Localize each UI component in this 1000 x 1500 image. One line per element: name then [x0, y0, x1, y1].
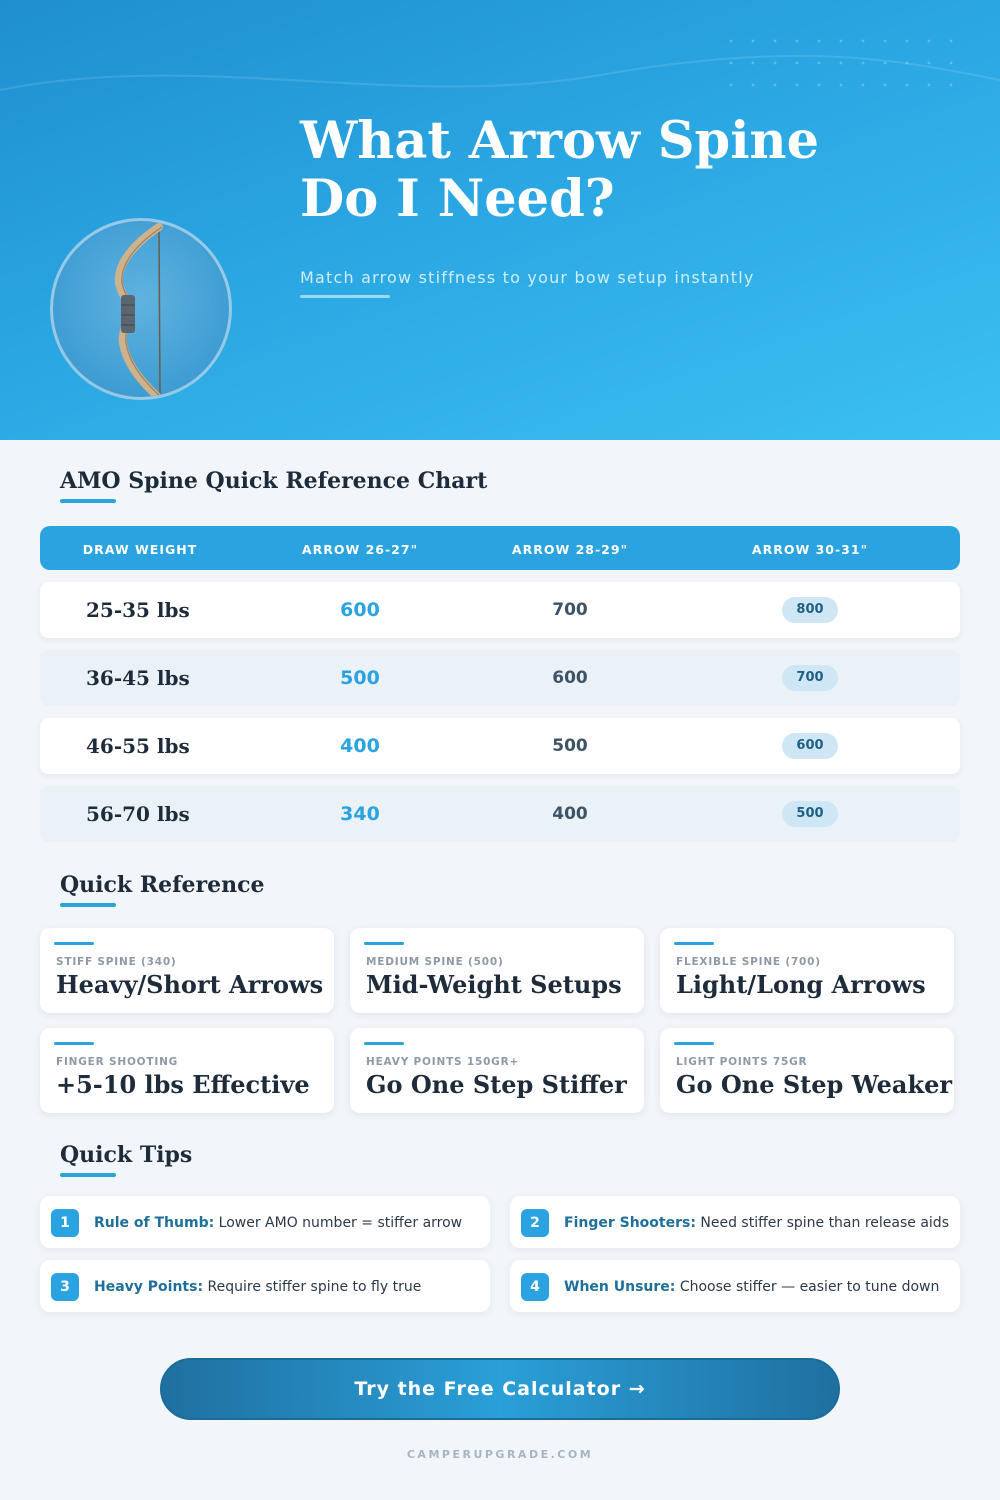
- tip-body: Need stiffer spine than release aids: [700, 1215, 949, 1231]
- spine-28-29-cell: 500: [552, 736, 588, 756]
- column-header-arrow-28-29: ARROW 28-29": [511, 542, 629, 557]
- card-value: Mid-Weight Setups: [366, 970, 622, 999]
- tip-heading: Rule of Thumb:: [94, 1215, 215, 1231]
- spine-28-29-cell: 400: [552, 804, 588, 824]
- reference-card: [660, 1028, 954, 1113]
- tip-body: Choose stiffer — easier to tune down: [679, 1279, 940, 1295]
- tip-body: Require stiffer spine to fly true: [207, 1279, 422, 1295]
- page-title-line1: What Arrow Spine: [300, 111, 820, 171]
- tip-text: [564, 1260, 939, 1314]
- card-label: FINGER SHOOTING: [56, 1056, 179, 1068]
- tip-body: Lower AMO number = stiffer arrow: [218, 1215, 463, 1231]
- tip-item: [40, 1260, 490, 1312]
- draw-weight-cell: 56-70 lbs: [86, 802, 190, 826]
- page-subtitle: Match arrow stiffness to your bow setup instantly: [300, 268, 755, 287]
- free-calculator-button[interactable]: Try the Free Calculator →: [160, 1358, 840, 1420]
- page-title: [300, 112, 920, 228]
- subtitle-underline: [300, 295, 390, 298]
- card-label: LIGHT POINTS 75GR: [676, 1056, 808, 1068]
- reference-card: [350, 928, 644, 1013]
- table-row: [40, 718, 960, 774]
- card-value: Go One Step Weaker: [676, 1070, 953, 1099]
- spine-30-31-badge: 500: [782, 801, 838, 827]
- spine-30-31-badge: 600: [782, 733, 838, 759]
- spine-26-27-cell: 500: [340, 667, 380, 689]
- card-label: HEAVY POINTS 150GR+: [366, 1056, 520, 1068]
- tip-heading: Finger Shooters:: [564, 1215, 696, 1231]
- tip-item: [510, 1260, 960, 1312]
- draw-weight-cell: 36-45 lbs: [86, 666, 190, 690]
- tip-text: [94, 1196, 462, 1250]
- spine-26-27-cell: 400: [340, 735, 380, 757]
- tip-item: [510, 1196, 960, 1248]
- tip-heading: Heavy Points:: [94, 1279, 204, 1295]
- card-label: FLEXIBLE SPINE (700): [676, 956, 821, 968]
- tip-number-badge: 2: [521, 1209, 549, 1237]
- card-accent-bar: [674, 1042, 714, 1045]
- tip-heading: When Unsure:: [564, 1279, 676, 1295]
- column-header-arrow-26-27: ARROW 26-27": [301, 542, 419, 557]
- spine-26-27-cell: 600: [340, 599, 380, 621]
- table-row: [40, 582, 960, 638]
- card-accent-bar: [364, 942, 404, 945]
- card-value: +5-10 lbs Effective: [56, 1070, 310, 1099]
- quick-reference-underline: [60, 903, 116, 907]
- table-row: [40, 786, 960, 842]
- chart-section-title: AMO Spine Quick Reference Chart: [60, 468, 488, 494]
- reference-card: [40, 928, 334, 1013]
- reference-card: [40, 1028, 334, 1113]
- hero-banner: [0, 0, 1000, 440]
- draw-weight-cell: 46-55 lbs: [86, 734, 190, 758]
- quick-tips-underline: [60, 1173, 116, 1177]
- quick-tips-title: Quick Tips: [60, 1142, 193, 1168]
- tip-number-badge: 1: [51, 1209, 79, 1237]
- card-value: Heavy/Short Arrows: [56, 970, 324, 999]
- card-accent-bar: [54, 1042, 94, 1045]
- page-title-line2: Do I Need?: [300, 169, 615, 229]
- card-value: Go One Step Stiffer: [366, 1070, 627, 1099]
- chart-section-underline: [60, 499, 116, 503]
- draw-weight-cell: 25-35 lbs: [86, 598, 190, 622]
- card-label: STIFF SPINE (340): [56, 956, 177, 968]
- tip-number-badge: 4: [521, 1273, 549, 1301]
- hero-dot-pattern: [720, 30, 960, 90]
- table-row: [40, 650, 960, 706]
- spine-28-29-cell: 600: [552, 668, 588, 688]
- reference-card: [350, 1028, 644, 1113]
- spine-28-29-cell: 700: [552, 600, 588, 620]
- spine-26-27-cell: 340: [340, 803, 380, 825]
- card-accent-bar: [364, 1042, 404, 1045]
- card-label: MEDIUM SPINE (500): [366, 956, 504, 968]
- recurve-bow-icon: [53, 221, 229, 397]
- bow-illustration: [50, 218, 232, 400]
- card-accent-bar: [674, 942, 714, 945]
- table-header: [40, 526, 960, 570]
- card-value: Light/Long Arrows: [676, 970, 926, 999]
- card-accent-bar: [54, 942, 94, 945]
- tip-item: [40, 1196, 490, 1248]
- reference-card: [660, 928, 954, 1013]
- quick-reference-title: Quick Reference: [60, 872, 265, 898]
- spine-30-31-badge: 800: [782, 597, 838, 623]
- footer-site-link[interactable]: CAMPERUPGRADE.COM: [406, 1448, 594, 1461]
- tip-number-badge: 3: [51, 1273, 79, 1301]
- tip-text: [564, 1196, 949, 1250]
- tip-text: [94, 1260, 421, 1314]
- spine-30-31-badge: 700: [782, 665, 838, 691]
- column-header-draw-weight: DRAW WEIGHT: [82, 542, 198, 557]
- column-header-arrow-30-31: ARROW 30-31": [751, 542, 869, 557]
